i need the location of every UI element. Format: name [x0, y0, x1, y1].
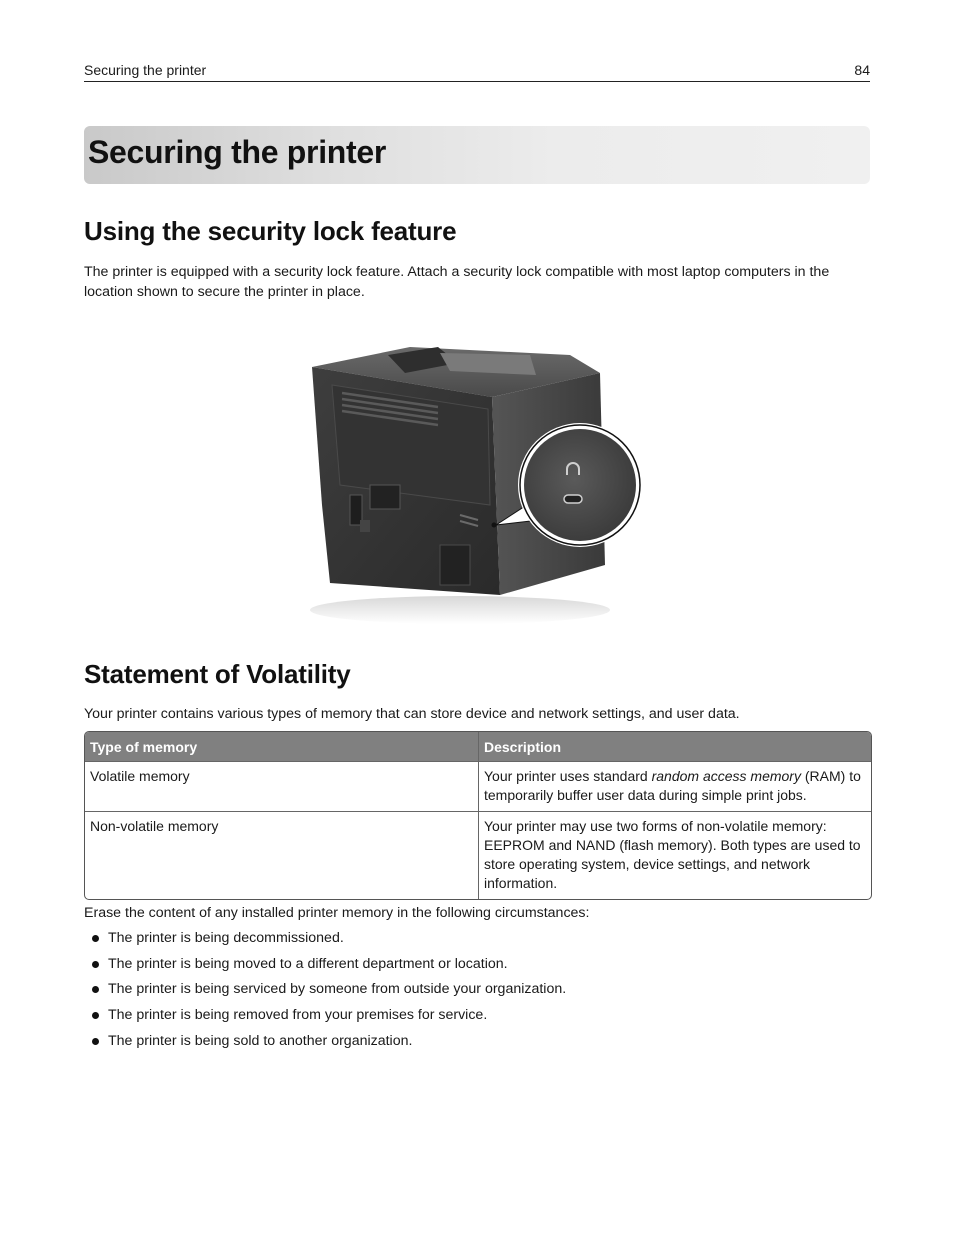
volatility-intro: Your printer contains various types of memory that can store device and network settings, and user data.: [84, 706, 740, 722]
security-lock-body: The printer is equipped with a security lock feature. Attach a security lock compatible with most laptop computers in the location shown to secure the printer in place.: [84, 264, 830, 300]
callout-zoom: [524, 429, 636, 541]
list-item-text: The printer is being moved to a different department or location.: [108, 955, 508, 972]
list-item: [84, 1003, 566, 1029]
bullet-icon: [92, 935, 99, 942]
list-item-text: The printer is being removed from your premises for service.: [108, 1007, 488, 1024]
header-page-number: 84: [854, 62, 870, 78]
table-row: [85, 812, 871, 900]
usb-port: [370, 485, 400, 509]
circumstances-list: [84, 926, 566, 1054]
table-row: [85, 762, 871, 812]
list-item: [84, 926, 566, 952]
network-port: [360, 520, 370, 532]
list-item: [84, 1029, 566, 1055]
volatility-heading: Statement of Volatility: [84, 659, 351, 689]
list-item-text: The printer is being decommissioned.: [108, 930, 344, 946]
cell-description: [479, 762, 872, 812]
chapter-title-bar: [84, 126, 870, 184]
memory-types-table: [84, 731, 872, 900]
header-description: Description: [479, 732, 872, 762]
duplex-unit: [440, 545, 470, 585]
cell-memory-type: Non-volatile memory: [85, 812, 479, 900]
header-type-of-memory: Type of memory: [85, 732, 479, 762]
bullet-icon: [92, 961, 99, 968]
description-text: Your printer uses standard: [484, 768, 652, 784]
lock-slot: [564, 495, 582, 503]
header-section-title: Securing the printer: [84, 62, 207, 78]
bullet-icon: [92, 1012, 99, 1019]
cell-memory-type: Volatile memory: [85, 762, 479, 812]
table-header-row: [85, 732, 871, 762]
erase-intro: Erase the content of any installed printer memory in the following circumstances:: [84, 905, 590, 921]
chapter-title: Securing the printer: [88, 134, 387, 170]
bullet-icon: [92, 1038, 99, 1045]
description-emphasis: random access memory: [651, 768, 801, 784]
running-header: [84, 60, 870, 82]
floor-shadow: [310, 596, 610, 624]
security-lock-heading: Using the security lock feature: [84, 216, 457, 246]
printer-security-lock-illustration: [300, 325, 650, 625]
list-item: [84, 952, 566, 978]
list-item-text: The printer is being sold to another organization.: [108, 1032, 413, 1049]
list-item: [84, 977, 566, 1003]
description-text: (RAM) to temporarily buffer user data during simple print jobs.: [484, 768, 861, 803]
lock-slot-marker: [492, 523, 497, 528]
bullet-icon: [92, 986, 99, 993]
list-item-text: The printer is being serviced by someone from outside your organization.: [108, 981, 567, 998]
cell-description: Your printer may use two forms of non-volatile memory: EEPROM and NAND (flash memory). Both types are used to store operating system, device settings, and network information.: [479, 812, 872, 900]
